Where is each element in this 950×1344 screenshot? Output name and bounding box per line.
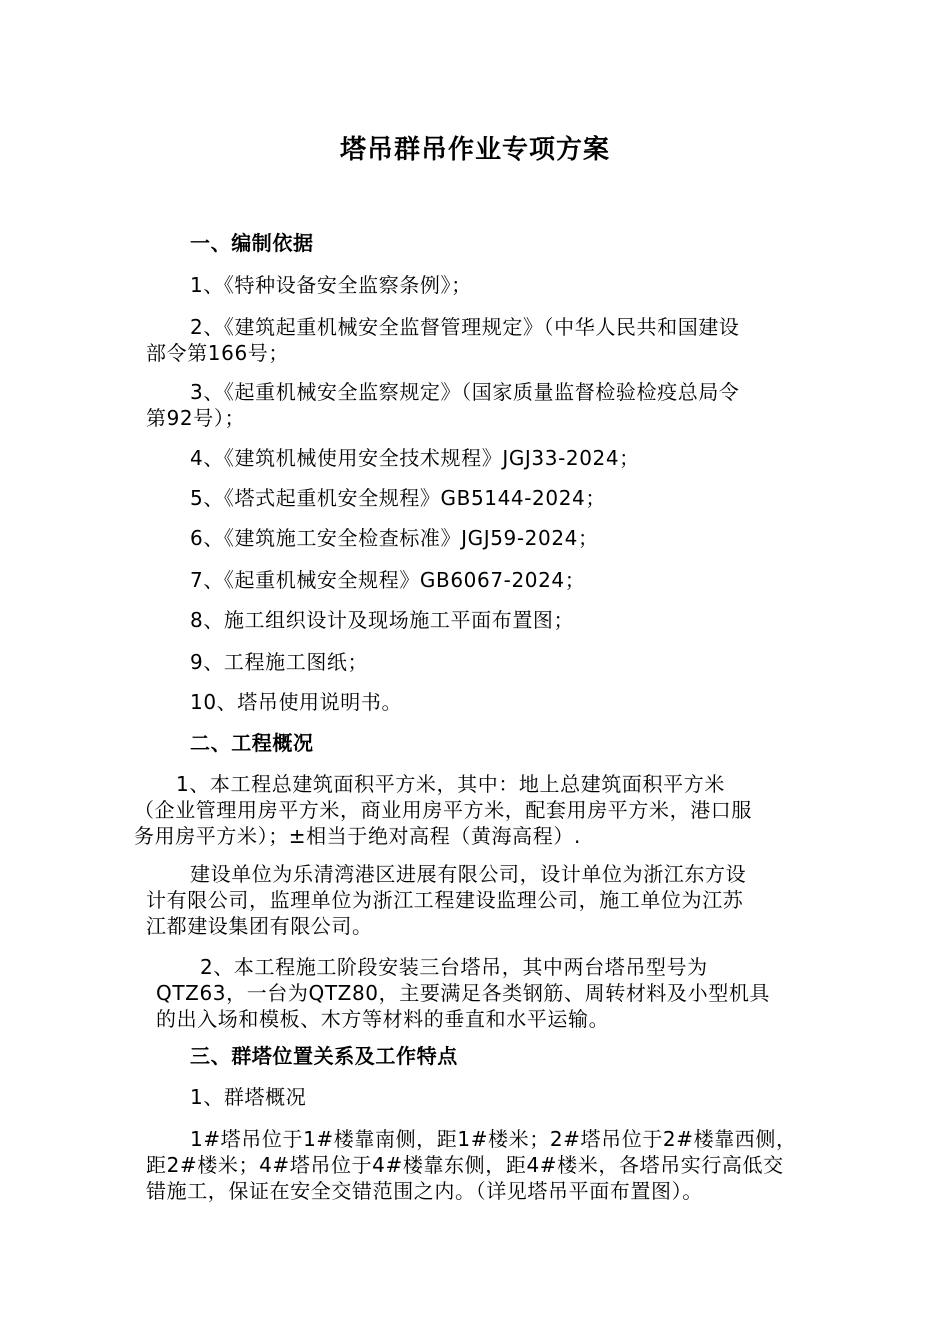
basis-item-3-cont: 第92号）； [146,406,246,430]
overview-line-8: QTZ63，一台为QTZ80，主要满足各类钢筋、周转材料及小型机具 [156,981,771,1005]
basis-item-8: 8、施工组织设计及现场施工平面布置图； [190,608,575,632]
basis-item-10: 10、塔吊使用说明书。 [190,690,403,714]
basis-item-4: 4、《建筑机械使用安全技术规程》JGJ33-2024； [190,446,640,470]
section-heading-overview: 二、工程概况 [190,731,314,755]
overview-line-1: 1、本工程总建筑面积平方米，其中：地上总建筑面积平方米 [176,772,725,796]
section-heading-basis: 一、编制依据 [190,231,314,255]
basis-item-6: 6、《建筑施工安全检查标准》JGJ59-2024； [190,526,599,550]
basis-item-5: 5、《塔式起重机安全规程》GB5144-2024； [190,486,606,510]
overview-line-9: 的出入场和模板、木方等材料的垂直和水平运输。 [156,1007,610,1031]
overview-line-3: 务用房平方米）；±相当于绝对高程（黄海高程）. [134,824,581,848]
overview-line-2: （企业管理用房平方米，商业用房平方米，配套用房平方米，港口服 [134,798,752,822]
section-heading-tower-relations: 三、群塔位置关系及工作特点 [190,1044,458,1068]
basis-item-7: 7、《起重机械安全规程》GB6067-2024； [190,568,586,592]
basis-item-9: 9、工程施工图纸； [190,650,369,674]
basis-item-3: 3、《起重机械安全监察规定》（国家质量监督检验检疫总局令 [190,380,740,404]
basis-item-2: 2、《建筑起重机械安全监督管理规定》（中华人民共和国建设 [190,315,740,339]
document-title: 塔吊群吊作业专项方案 [339,135,610,165]
tower-line-2: 1#塔吊位于1#楼靠南侧，距1#楼米；2#塔吊位于2#楼靠西侧， [190,1127,797,1151]
tower-line-1: 1、群塔概况 [190,1085,307,1109]
overview-line-6: 江都建设集团有限公司。 [146,914,373,938]
basis-item-1: 1、《特种设备安全监察条例》； [190,273,472,297]
tower-line-3: 距2#楼米；4#塔吊位于4#楼靠东侧，距4#楼米，各塔吊实行高低交 [146,1153,784,1177]
overview-line-7: 2、本工程施工阶段安装三台塔吊，其中两台塔吊型号为 [200,955,708,979]
tower-line-4: 错施工，保证在安全交错范围之内。（详见塔吊平面布置图）。 [146,1179,703,1203]
overview-line-4: 建设单位为乐清湾港区进展有限公司，设计单位为浙江东方设 [190,862,747,886]
basis-item-2-cont: 部令第166号； [146,341,289,365]
overview-line-5: 计有限公司，监理单位为浙江工程建设监理公司，施工单位为江苏 [146,888,744,912]
